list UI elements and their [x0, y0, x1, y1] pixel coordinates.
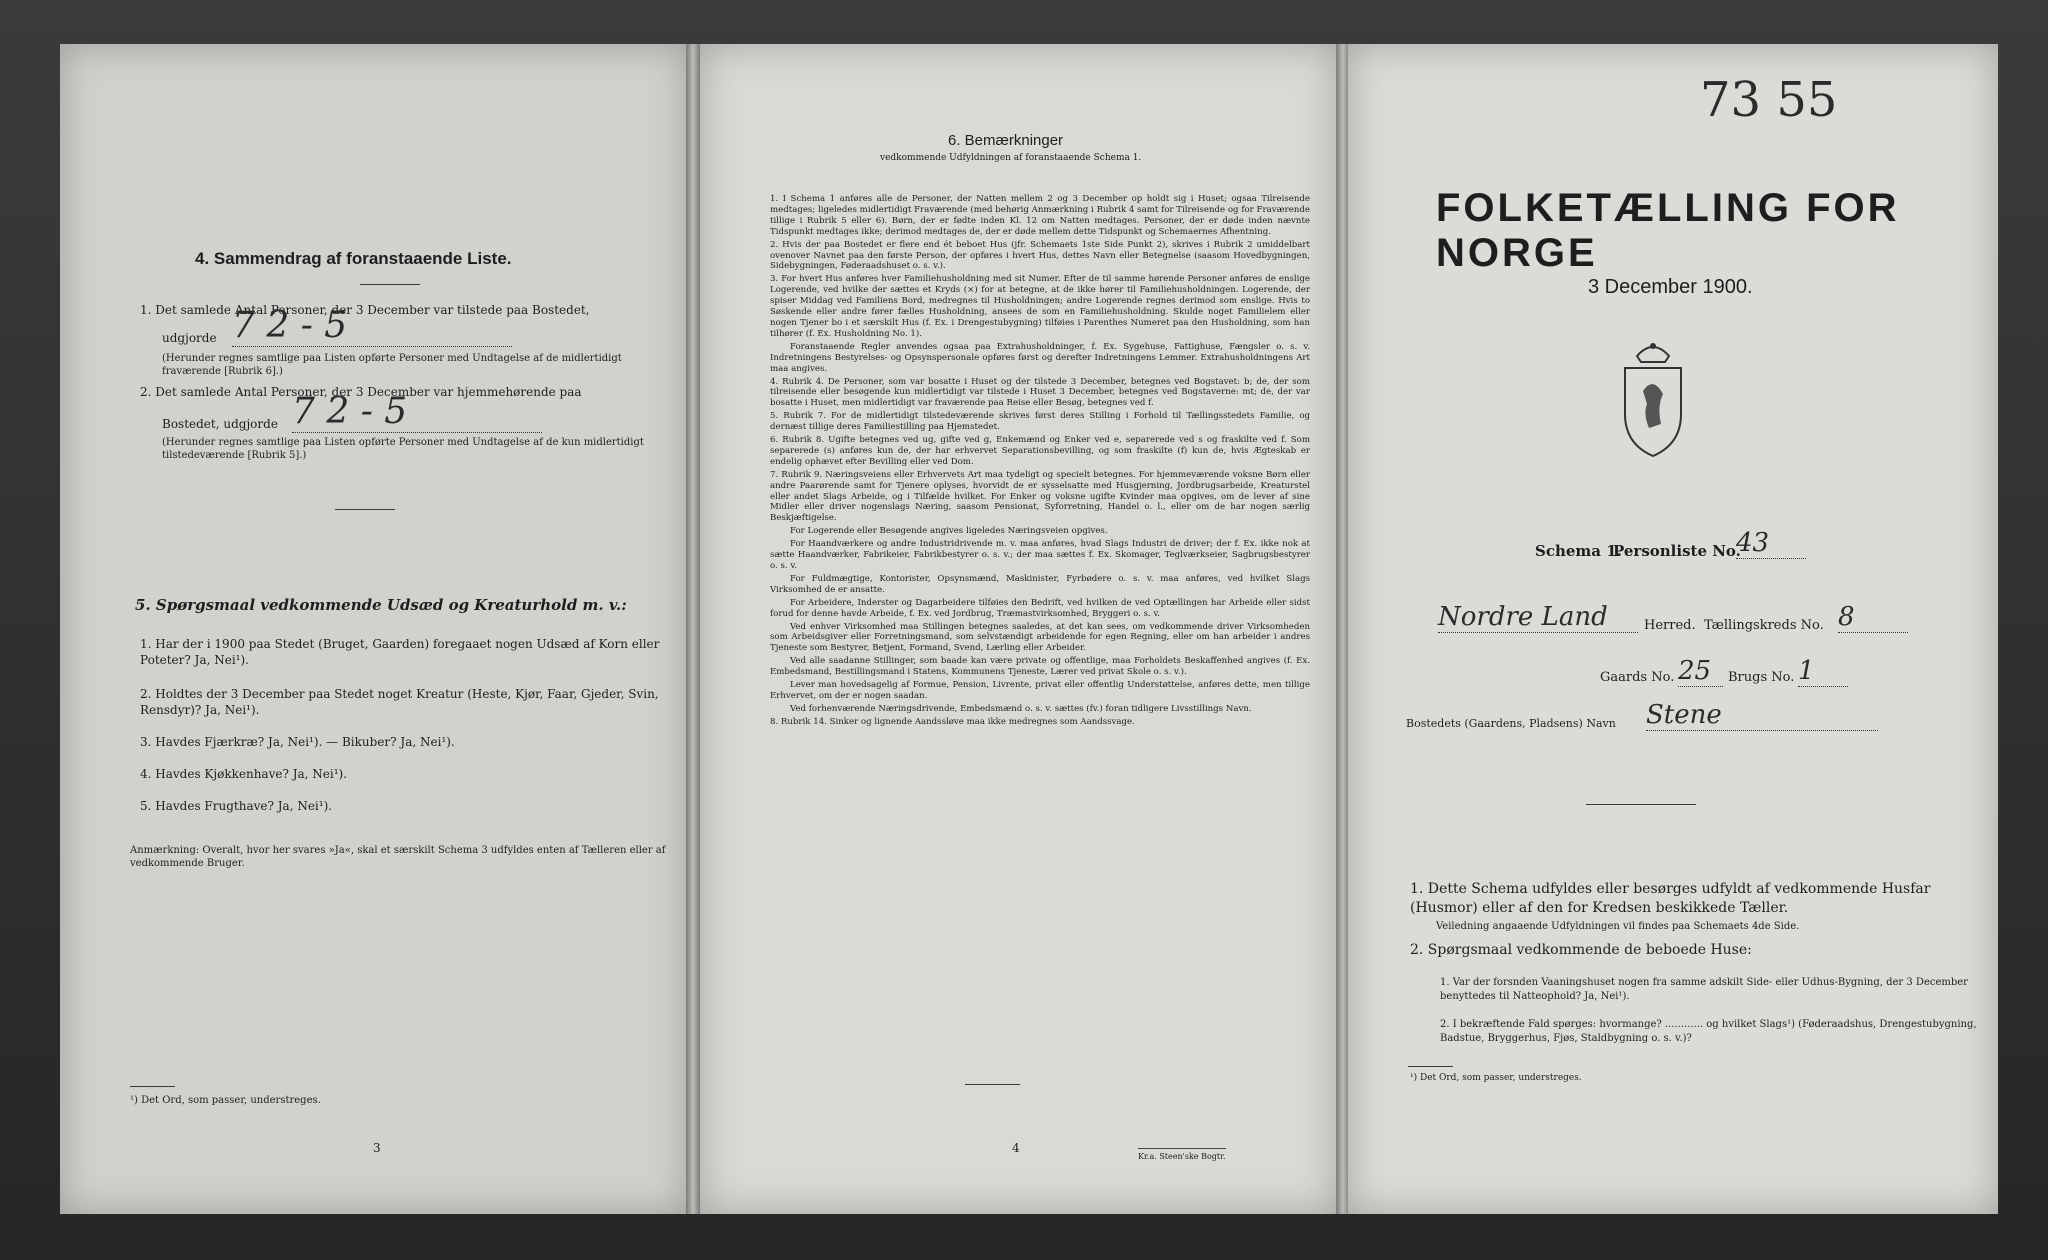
- remark-7i: Ved forhenværende Næringsdrivende, Embedsmænd o. s. v. sættes (fv.) foran tidligere Livsstillings Navn.: [790, 703, 1252, 714]
- footnote: ¹) Det Ord, som passer, understreges.: [130, 1095, 321, 1106]
- page-1: [1348, 44, 1998, 1214]
- personliste-number: 43: [1736, 528, 1806, 559]
- remark-8: 8. Rubrik 14. Sinker og lignende Aandssløve maa ikke medregnes som Aandssvage.: [770, 716, 1135, 727]
- section-4-title: 4. Sammendrag af foranstaaende Liste.: [195, 249, 512, 268]
- page-number: 4: [1012, 1141, 1020, 1155]
- remark-7b: For Logerende eller Besøgende angives ligeledes Næringsveien opgives.: [790, 526, 1108, 537]
- remark-4: 4. Rubrik 4. De Personer, som var bosatte i Huset og der tilstede 3 December, betegnes ved Bogstavet: b; de, der som tilreisende eller besøgende kun midlertidigt var tilstede i Huset 3 December, betegnes ved Bogstaverne: mt; de, der var bosatte i Huset, men midlertidigt var fraværende paa Reise eller Besøg, betegnes ved f.: [770, 376, 1310, 409]
- remark-7g: Ved alle saadanne Stillinger, som baade kan være private og offentlige, maa Forholdets Beskaffenhed angives (f. Ex. Embedsmand, Bestillingsmand i Statens, Kommunens Tjeneste, Lærer ved privat Skole o. s. v.).: [770, 656, 1310, 678]
- remarks-title: 6. Bemærkninger: [948, 132, 1064, 149]
- remark-7c: For Haandværkere og andre Industridrivende m. v. maa anføres, hvad Slags Industri de driver; der f. Ex. ikke nok at sætte Haandværker, Fabrikeier, Fabrikbestyrer o. s. v.; der maa sættes f. Ex. Skomager, Teglværkseier, Sagbrugsbestyrer o. s. v.: [770, 539, 1310, 571]
- coat-of-arms-icon: [1613, 336, 1693, 462]
- instruction-2-2: 2. I bekræftende Fald spørges: hvormange? ............ og hvilket Slags¹) (Føderaadshus, Drengestubygning, Badstue, Bryggerhus, Fjøs, Staldbygning o. s. v.)?: [1440, 1019, 1977, 1044]
- divider: [335, 509, 395, 510]
- q2-prefix: Bostedet, udgjorde: [162, 417, 278, 431]
- footnote-rule: [130, 1086, 175, 1087]
- remarks-subtitle: vedkommende Udfyldningen af foranstaaende Schema 1.: [880, 153, 1142, 163]
- printer-imprint: Kr.a. Steen'ske Bogtr.: [1138, 1148, 1226, 1163]
- s5-item-2: 2. Holdtes der 3 December paa Stedet noget Kreatur (Heste, Kjør, Faar, Gjeder, Svin, Rensdyr)? Ja, Nei¹).: [140, 687, 659, 717]
- remark-2: 2. Hvis der paa Bostedet er flere end ét beboet Hus (jfr. Schemaets 1ste Side Punkt 2), skrives i Rubrik 2 umiddelbart ovenover Navnet paa den første Person, der opføres i hvert Hus, dettes Navn eller Betegnelse (saasom Hovedbygningen, Sidebygningen, Føderaadshuset o. s. v.).: [770, 239, 1310, 272]
- brugs-label: Brugs No.: [1728, 670, 1795, 685]
- section-5-title: 5. Spørgsmaal vedkommende Udsæd og Kreaturhold m. v.:: [135, 596, 627, 614]
- remark-7: 7. Rubrik 9. Næringsveiens eller Erhvervets Art maa tydeligt og specielt betegnes. For hjemmeværende voksne Børn eller andre Paarørende samt for Tjenere oplyses, hvorvidt de er sysselsatte med Husgjerning, Jordbrugsarbeide, Kreaturstel eller andet Slags Arbeide, og i Tilfælde hvilket. For Enker og voksne ugifte Kvinder maa opgives, om de lever af sine Midler eller driver nogenslags Næring, saasom Pensionat, Syforretning, Handel o. l., eller om de har nogen særlig Beskjæftigelse.: [770, 469, 1310, 524]
- instruction-1: 1. Dette Schema udfyldes eller besørges udfyldt af vedkommende Husfar (Husmor) eller af den for Kredsen beskikkede Tæller.: [1410, 881, 1931, 916]
- personliste-label: Personliste No.: [1613, 542, 1741, 560]
- s5-item-5: 5. Havdes Frugthave? Ja, Nei¹).: [140, 799, 333, 813]
- gaards-number: 25: [1678, 656, 1723, 687]
- q1-text: 1. Det samlede Antal Personer, der 3 December var tilstede paa Bostedet,: [140, 303, 590, 317]
- q1-handwritten: 7 2 - 5: [232, 306, 512, 347]
- remark-7d: For Fuldmægtige, Kontorister, Opsynsmænd, Maskinister, Fyrbødere o. s. v. maa anføres, ved hvilket Slags Virksomhed de er ansatte.: [770, 573, 1310, 595]
- bosted-label: Bostedets (Gaardens, Pladsens) Navn: [1406, 717, 1616, 730]
- remark-7h: Lever man hovedsagelig af Formue, Pension, Livrente, privat eller offentlig Understøttelse, anføres dette, men tillige Erhvervet, om der er nogen saadan.: [770, 680, 1310, 701]
- schema-label: Schema 1.: [1535, 542, 1622, 560]
- herred-label: Herred.: [1644, 618, 1696, 633]
- kreds-number: 8: [1838, 602, 1908, 633]
- instruction-2: 2. Spørgsmaal vedkommende de beboede Huse:: [1410, 942, 1752, 958]
- instruction-2-1: 1. Var der forsnden Vaaningshuset nogen fra samme adskilt Side- eller Udhus-Bygning, der 3 December benyttedes til Natteophold? Ja, Nei¹).: [1440, 977, 1968, 1002]
- divider: [360, 284, 420, 285]
- s5-item-3: 3. Havdes Fjærkræ? Ja, Nei¹). — Bikuber? Ja, Nei¹).: [140, 735, 455, 749]
- form-date: 3 December 1900.: [1588, 276, 1753, 298]
- page-4: [700, 44, 1338, 1214]
- s5-item-1: 1. Har der i 1900 paa Stedet (Bruget, Gaarden) foregaaet nogen Udsæd af Korn eller Poteter? Ja, Nei¹).: [140, 637, 660, 667]
- bosted-value: Stene: [1646, 700, 1878, 731]
- form-title: FOLKETÆLLING FOR NORGE: [1436, 186, 1900, 275]
- page-3: [60, 44, 688, 1214]
- q1-prefix: udgjorde: [162, 331, 217, 345]
- q2-text: 2. Det samlede Antal Personer, der 3 December var hjemmehørende paa: [140, 385, 582, 399]
- archive-number: 73 55: [1700, 72, 1838, 128]
- q2-handwritten: 7 2 - 5: [292, 392, 542, 433]
- brugs-number: 1: [1798, 656, 1848, 687]
- q1-note: (Herunder regnes samtlige paa Listen opførte Personer med Undtagelse af de midlertidigt fraværende [Rubrik 6].): [162, 353, 622, 377]
- remark-3: 3. For hvert Hus anføres hver Familiehusholdning med sit Numer. Efter de til samme hørende Personer anføres de enslige Logerende, ved hvilke der sættes et Kryds (×) for at betegne, at de ikke hører til Familiehusholdningen. Logerende, der spiser Middag ved Familiens Bord, medregnes til Husholdningen; andre Logerende regnes derimod som enslige. Hvis to Søskende eller andre fører fælles Husholdning, ansees de som en Familiehusholdning. Skulde noget Familielem eller nogen Tjener bo i et særskilt Hus (f. Ex. i Drengestubygning) tilføies i Parenthes Numeret paa den Husholdning, som han tilhører (f. Ex. Husholdning No. 1).: [770, 274, 1310, 339]
- remark-5: 5. Rubrik 7. For de midlertidigt tilstedeværende skrives først deres Stilling i Forhold til Tællingsstedets Familie, og dernæst tillige deres Familiestilling paa Hjemstedet.: [770, 411, 1310, 433]
- remarks-list: [770, 194, 1310, 730]
- remark-7e: For Arbeidere, Inderster og Dagarbeidere tilføies den Bedrift, ved hvilken de ved Optællingen har Arbeide eller sidst forud for denne havde Arbeide, f. Ex. ved Jordbrug, Træmastvirksomhed, Bryggeri o. s. v.: [770, 597, 1310, 619]
- gaards-label: Gaards No.: [1600, 670, 1675, 685]
- footnote-rule: [1408, 1066, 1453, 1067]
- annotation-note: Anmærkning: Overalt, hvor her svares »Ja«, skal et særskilt Schema 3 udfyldes enten af Tælleren eller af vedkommende Bruger.: [130, 845, 666, 869]
- remark-7f: Ved enhver Virksomhed maa Stillingen betegnes saaledes, at det kan sees, om vedkommende driver Virksomheden som Arbeidsgiver eller Forretningsmand, som selvstændigt arbeidende for egen Regning, eller om han arbeider i andres Tjeneste som Bestyrer, Betjent, Formand, Svend, Lærling eller Arbeider.: [770, 621, 1310, 654]
- remark-1: 1. I Schema 1 anføres alle de Personer, der Natten mellem 2 og 3 December op holdt sig i Huset; ogsaa Tilreisende medtages; ligeledes midlertidigt Fraværende (med behørig Anmærkning i Rubrik 4 samt for Tilreisende og for Fraværende tillige i Rubrik 5 eller 6). Børn, der er fødte inden Kl. 12 om Natten medtages. Personer, der er døde inden nævnte Tidspunkt medtages ikke; derimod medtages de, der er døde mellem dette Tidspunkt og Schemaernes Afhentning.: [770, 194, 1310, 237]
- divider: [1586, 804, 1696, 805]
- footnote: ¹) Det Ord, som passer, understreges.: [1410, 1073, 1582, 1083]
- herred-value: Nordre Land: [1438, 602, 1638, 633]
- divider: [965, 1084, 1020, 1085]
- kreds-label: Tællingskreds No.: [1704, 618, 1824, 633]
- instruction-1-note: Veiledning angaaende Udfyldningen vil findes paa Schemaets 4de Side.: [1436, 921, 1800, 932]
- remark-6: 6. Rubrik 8. Ugifte betegnes ved ug, gifte ved g, Enkemænd og Enker ved e, separerede ved s og fraskilte ved f. Som separerede (s) anføres kun de, der har erhvervet Separationsbevilling, og som fraskilte (f) kun de, hvis Ægteskab er endelig ophævet efter Bevilling eller ved Dom.: [770, 435, 1310, 467]
- page-number: 3: [373, 1141, 381, 1155]
- s5-item-4: 4. Havdes Kjøkkenhave? Ja, Nei¹).: [140, 767, 348, 781]
- remark-3b: Foranstaaende Regler anvendes ogsaa paa Extrahusholdninger, f. Ex. Sygehuse, Fattighuse, Fængsler o. s. v. Indretningens Bestyrelses- og Opsynspersonale opføres først og derefter Indretningens Lemmer. Extrahusholdningens Art maa angives.: [770, 341, 1310, 374]
- q2-note: (Herunder regnes samtlige paa Listen opførte Personer med Undtagelse af de kun midlertidigt tilstedeværende [Rubrik 5].): [162, 437, 644, 461]
- fold-left: [686, 44, 700, 1214]
